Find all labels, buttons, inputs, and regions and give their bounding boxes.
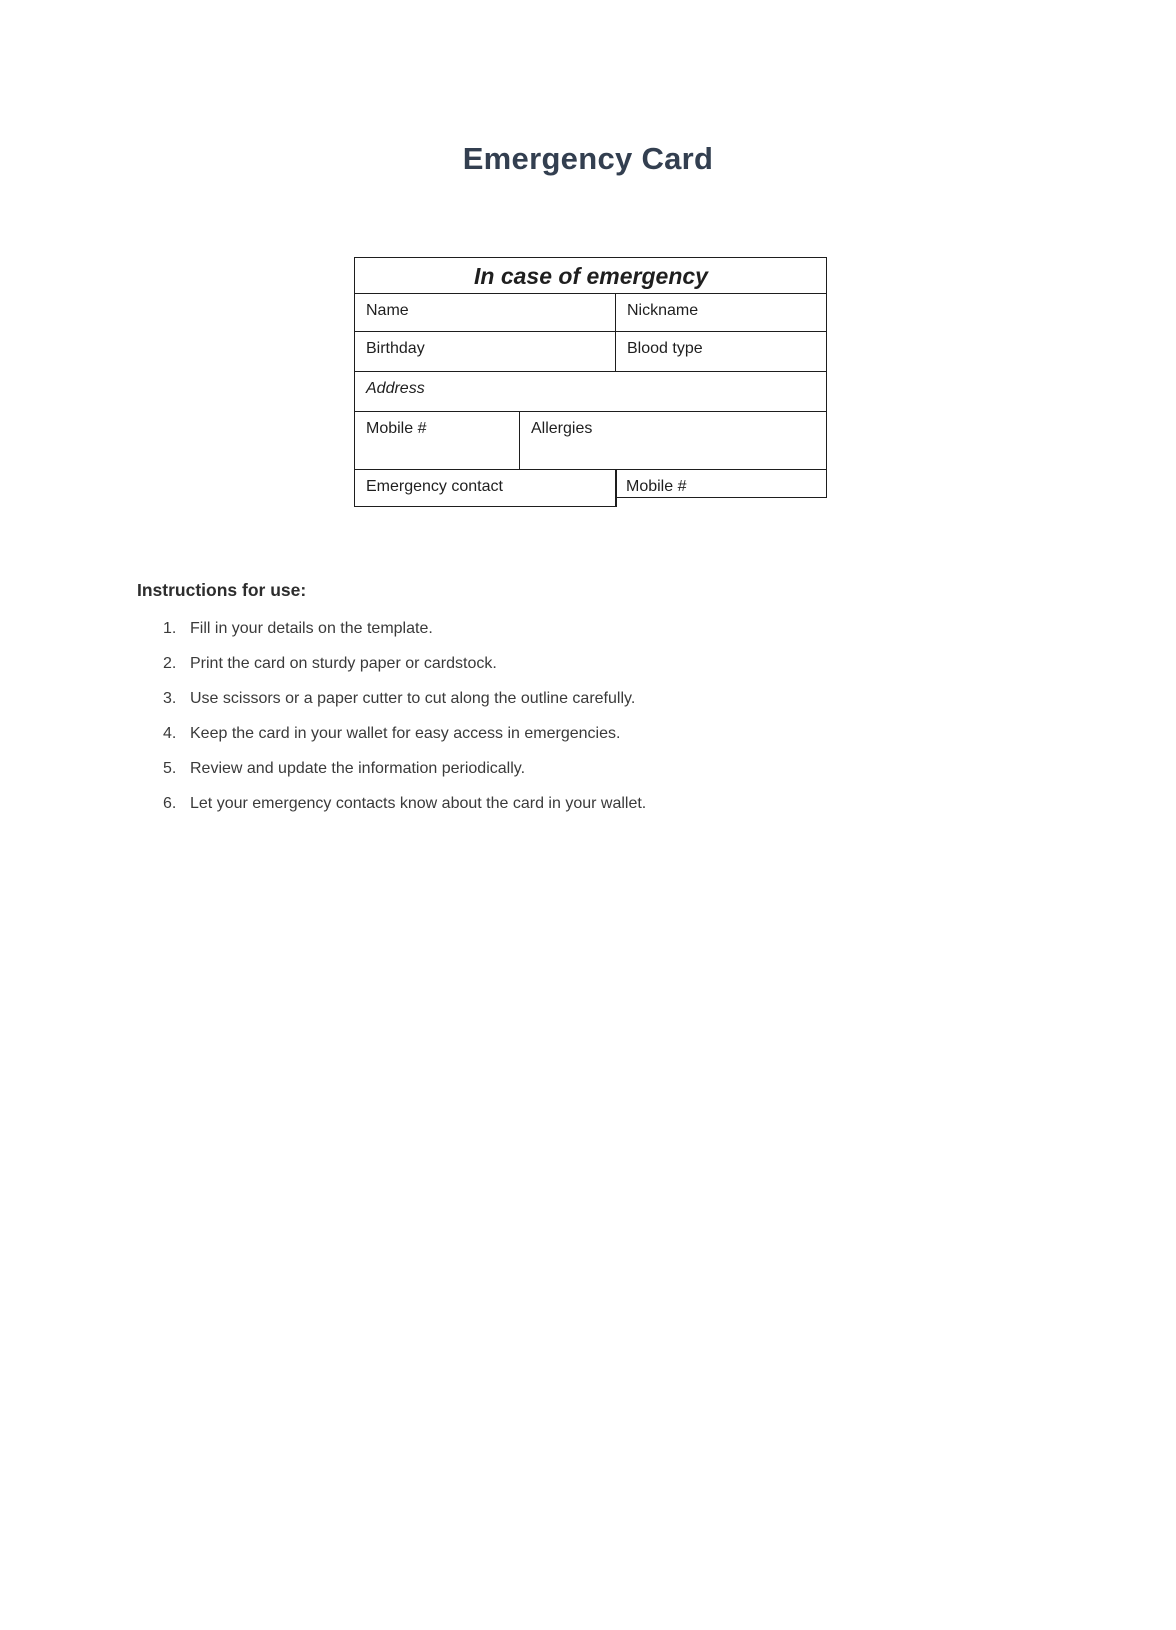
instructions-list bbox=[137, 611, 1037, 821]
list-item bbox=[137, 611, 1037, 646]
list-item-number: 1. bbox=[163, 620, 177, 637]
card-header-label: In case of emergency bbox=[474, 263, 708, 289]
instructions-heading: Instructions for use: bbox=[137, 580, 307, 600]
field-label-emergency-mobile: Mobile # bbox=[626, 478, 687, 495]
list-item-number: 3. bbox=[163, 690, 177, 707]
card-header-cell bbox=[354, 257, 827, 293]
table-border-divider-bottom-row bbox=[615, 469, 617, 507]
list-item-text: Use scissors or a paper cutter to cut along the outline carefully. bbox=[190, 690, 636, 707]
field-cell-birthday bbox=[354, 331, 615, 371]
table-border-bottom-right bbox=[615, 497, 827, 499]
list-item-number: 6. bbox=[163, 795, 177, 812]
field-cell-emergency-mobile bbox=[615, 469, 827, 498]
list-item bbox=[137, 681, 1037, 716]
page-title: Emergency Card bbox=[462, 141, 714, 176]
field-cell-blood-type bbox=[615, 331, 827, 371]
list-item-number: 2. bbox=[163, 655, 177, 672]
list-item bbox=[137, 751, 1037, 786]
field-label-name: Name bbox=[366, 302, 409, 319]
field-label-nickname: Nickname bbox=[627, 302, 699, 319]
field-label-birthday: Birthday bbox=[366, 340, 425, 357]
list-item-text: Print the card on sturdy paper or cardstock. bbox=[190, 655, 497, 672]
field-cell-nickname bbox=[615, 293, 827, 331]
list-item-text: Review and update the information periodically. bbox=[190, 760, 526, 777]
list-item-text: Fill in your details on the template. bbox=[190, 620, 433, 637]
list-item bbox=[137, 716, 1037, 751]
field-cell-emergency-contact bbox=[354, 469, 615, 507]
list-item bbox=[137, 646, 1037, 681]
field-cell-mobile bbox=[354, 411, 519, 469]
field-cell-name bbox=[354, 293, 615, 331]
field-cell-allergies bbox=[519, 411, 827, 469]
list-item-text: Keep the card in your wallet for easy access in emergencies. bbox=[190, 725, 621, 742]
field-label-allergies: Allergies bbox=[531, 420, 593, 437]
table-border-right bbox=[826, 257, 828, 498]
emergency-card-table bbox=[354, 257, 827, 509]
field-label-address: Address bbox=[366, 380, 425, 397]
list-item-text: Let your emergency contacts know about the card in your wallet. bbox=[190, 795, 647, 812]
field-label-mobile: Mobile # bbox=[366, 420, 427, 437]
list-item-number: 5. bbox=[163, 760, 177, 777]
list-item-number: 4. bbox=[163, 725, 177, 742]
field-label-blood-type: Blood type bbox=[627, 340, 703, 357]
field-cell-address bbox=[354, 371, 827, 411]
instructions-section bbox=[137, 578, 1037, 821]
field-label-emergency-contact: Emergency contact bbox=[366, 478, 503, 495]
table-border-bottom-left bbox=[354, 506, 617, 508]
list-item bbox=[137, 786, 1037, 821]
